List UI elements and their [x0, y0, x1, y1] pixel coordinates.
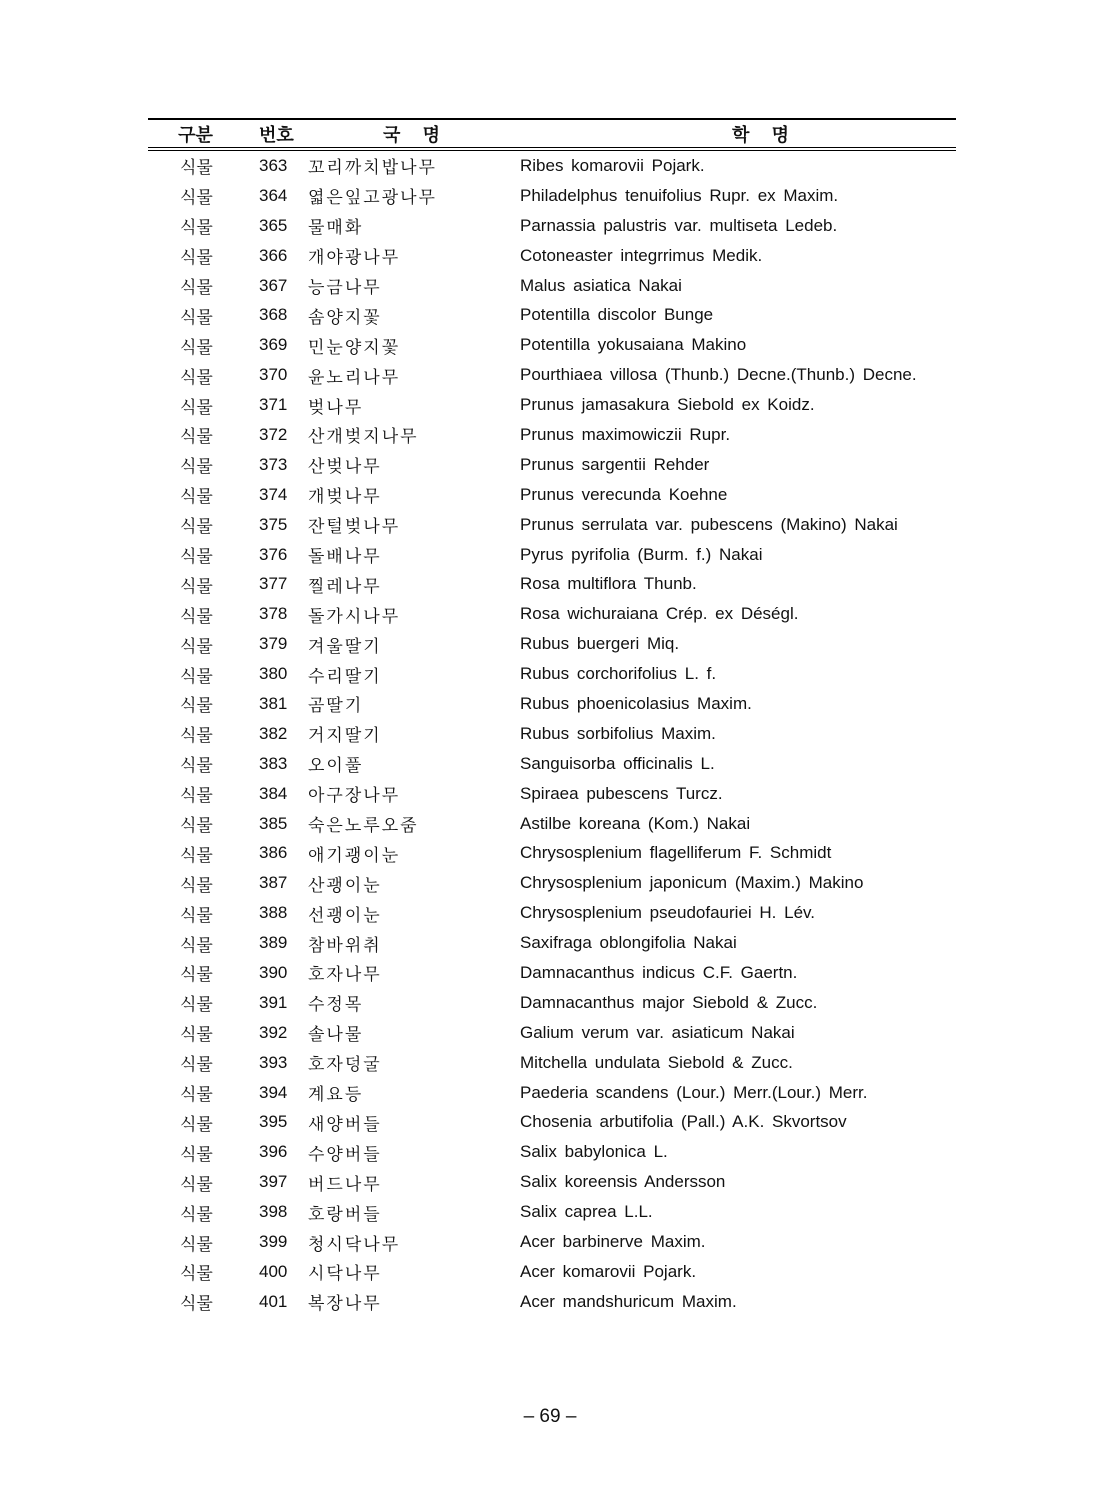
table-row [148, 1048, 956, 1078]
number-cell: 396 [259, 1142, 288, 1162]
category-cell: 식물 [180, 278, 213, 298]
table-row [148, 480, 956, 510]
table-row [148, 211, 956, 241]
number-cell: 368 [259, 305, 288, 325]
korean-name-cell: 수정목 [308, 995, 364, 1016]
korean-name-cell: 잔털벚나무 [308, 517, 401, 538]
table-row [148, 868, 956, 898]
korean-name-cell: 계요등 [308, 1085, 364, 1106]
table-row [148, 809, 956, 839]
number-cell: 392 [259, 1022, 288, 1042]
scientific-name-cell: Sanguisorba officinalis L. [520, 753, 715, 773]
korean-name-cell: 물매화 [308, 218, 364, 239]
header-category: 구분 [148, 119, 243, 149]
scientific-name-cell: Damnacanthus indicus C.F. Gaertn. [520, 962, 798, 982]
number-cell: 399 [259, 1232, 288, 1251]
number-cell: 370 [259, 365, 288, 385]
scientific-name-cell: Acer barbinerve Maxim. [520, 1232, 706, 1251]
scientific-name-cell: Prunus sargentii Rehder [520, 454, 710, 474]
category-cell: 식물 [180, 816, 213, 837]
category-cell: 식물 [180, 517, 213, 538]
number-cell: 365 [259, 215, 288, 235]
number-cell: 375 [259, 514, 288, 534]
table-row [148, 749, 956, 779]
number-cell: 374 [259, 484, 288, 504]
header-number: 번호 [243, 119, 308, 149]
number-cell: 395 [259, 1112, 288, 1132]
number-cell: 381 [259, 693, 288, 713]
korean-name-cell: 민눈양지꽃 [308, 337, 401, 358]
number-cell: 391 [259, 992, 288, 1012]
category-cell: 식물 [180, 875, 213, 896]
korean-name-cell: 참바위취 [308, 935, 382, 956]
category-cell: 식물 [180, 1204, 213, 1225]
species-table [148, 118, 956, 1317]
number-cell: 380 [259, 664, 288, 684]
scientific-name-cell: Prunus maximowiczii Rupr. [520, 424, 731, 444]
korean-name-cell: 산괭이눈 [308, 875, 382, 896]
category-cell: 식물 [180, 188, 213, 209]
scientific-name-cell: Prunus verecunda Koehne [520, 484, 728, 504]
table-row [148, 898, 956, 928]
scientific-name-cell: Malus asiatica Nakai [520, 275, 682, 295]
number-cell: 386 [259, 843, 288, 863]
number-cell: 401 [259, 1291, 288, 1311]
table-row [148, 1287, 956, 1317]
category-cell: 식물 [180, 576, 213, 597]
number-cell: 366 [259, 245, 288, 265]
scientific-name-cell: Philadelphus tenuifolius Rupr. ex Maxim. [520, 185, 839, 205]
table-row [148, 1167, 956, 1197]
scientific-name-cell: Acer komarovii Pojark. [520, 1261, 697, 1281]
category-cell: 식물 [180, 1144, 213, 1165]
category-cell: 식물 [180, 218, 213, 239]
scientific-name-cell: Astilbe koreana (Kom.) Nakai [520, 813, 751, 833]
korean-name-cell: 곰딸기 [308, 696, 364, 717]
korean-name-cell: 아구장나무 [308, 786, 401, 807]
number-cell: 385 [259, 813, 288, 833]
number-cell: 390 [259, 962, 288, 982]
number-cell: 379 [259, 634, 288, 654]
korean-name-cell: 개벚나무 [308, 487, 382, 508]
category-cell: 식물 [180, 935, 213, 956]
table-row [148, 779, 956, 809]
table-row [148, 390, 956, 420]
category-cell: 식물 [180, 786, 213, 807]
category-cell: 식물 [180, 1234, 213, 1255]
scientific-name-cell: Rubus phoenicolasius Maxim. [520, 693, 752, 713]
scientific-name-cell: Saxifraga oblongifolia Nakai [520, 933, 737, 953]
table-row [148, 149, 956, 181]
category-cell: 식물 [180, 1055, 213, 1076]
scientific-name-cell: Chrysosplenium flagelliferum F. Schmidt [520, 843, 832, 863]
scientific-name-cell: Rubus corchorifolius L. f. [520, 664, 717, 684]
table-row [148, 271, 956, 301]
number-cell: 393 [259, 1052, 288, 1072]
scientific-name-cell: Damnacanthus major Siebold & Zucc. [520, 992, 818, 1012]
header-scientific-name: 학 명 [520, 119, 956, 149]
table-row [148, 450, 956, 480]
category-cell: 식물 [180, 696, 213, 717]
category-cell: 식물 [180, 606, 213, 627]
scientific-name-cell: Salix caprea L.L. [520, 1202, 653, 1222]
category-cell: 식물 [180, 965, 213, 986]
korean-name-cell: 겨울딸기 [308, 636, 382, 657]
table-row [148, 689, 956, 719]
table-row [148, 510, 956, 540]
table-header [148, 119, 956, 149]
category-cell: 식물 [180, 158, 213, 179]
number-cell: 376 [259, 544, 288, 564]
table-row [148, 569, 956, 599]
table-body [148, 149, 956, 1317]
table-row [148, 838, 956, 868]
category-cell: 식물 [180, 845, 213, 866]
table-row [148, 360, 956, 390]
scientific-name-cell: Rubus buergeri Miq. [520, 634, 680, 654]
korean-name-cell: 산개벚지나무 [308, 427, 419, 448]
korean-name-cell: 호랑버들 [308, 1204, 382, 1225]
scientific-name-cell: Parnassia palustris var. multiseta Ledeb. [520, 215, 838, 235]
header-korean-name: 국 명 [308, 119, 520, 149]
scientific-name-cell: Acer mandshuricum Maxim. [520, 1291, 737, 1311]
number-cell: 373 [259, 454, 288, 474]
number-cell: 364 [259, 185, 288, 205]
scientific-name-cell: Rosa wichuraiana Crép. ex Déségl. [520, 604, 799, 624]
table-row [148, 958, 956, 988]
number-cell: 389 [259, 933, 288, 953]
number-cell: 363 [259, 155, 288, 175]
table-row [148, 1197, 956, 1227]
category-cell: 식물 [180, 666, 213, 687]
table-row [148, 988, 956, 1018]
table-row [148, 1018, 956, 1048]
korean-name-cell: 선괭이눈 [308, 905, 382, 926]
scientific-name-cell: Pyrus pyrifolia (Burm. f.) Nakai [520, 544, 763, 564]
number-cell: 377 [259, 574, 288, 594]
scientific-name-cell: Chrysosplenium pseudofauriei H. Lév. [520, 903, 815, 923]
table-row [148, 599, 956, 629]
korean-name-cell: 청시닥나무 [308, 1234, 401, 1255]
korean-name-cell: 솔나물 [308, 1025, 364, 1046]
table-row [148, 300, 956, 330]
korean-name-cell: 개야광나무 [308, 248, 401, 269]
category-cell: 식물 [180, 1174, 213, 1195]
category-cell: 식물 [180, 397, 213, 418]
number-cell: 378 [259, 604, 288, 624]
category-cell: 식물 [180, 905, 213, 926]
korean-name-cell: 호자덩굴 [308, 1055, 382, 1076]
table-row [148, 928, 956, 958]
table-row [148, 540, 956, 570]
scientific-name-cell: Salix koreensis Andersson [520, 1172, 726, 1192]
table-row [148, 629, 956, 659]
korean-name-cell: 능금나무 [308, 278, 382, 298]
category-cell: 식물 [180, 547, 213, 568]
korean-name-cell: 수리딸기 [308, 666, 382, 687]
korean-name-cell: 돌가시나무 [308, 606, 401, 627]
scientific-name-cell: Chosenia arbutifolia (Pall.) A.K. Skvortsov [520, 1112, 847, 1132]
category-cell: 식물 [180, 457, 213, 478]
scientific-name-cell: Salix babylonica L. [520, 1142, 668, 1162]
scientific-name-cell: Potentilla discolor Bunge [520, 305, 714, 325]
korean-name-cell: 새양버들 [308, 1114, 382, 1135]
korean-name-cell: 솜양지꽃 [308, 307, 382, 328]
table-row [148, 1108, 956, 1138]
number-cell: 387 [259, 873, 288, 893]
number-cell: 384 [259, 783, 288, 803]
korean-name-cell: 윤노리나무 [308, 367, 401, 388]
korean-name-cell: 찔레나무 [308, 576, 382, 597]
category-cell: 식물 [180, 307, 213, 328]
category-cell: 식물 [180, 367, 213, 388]
category-cell: 식물 [180, 248, 213, 269]
korean-name-cell: 거지딸기 [308, 726, 382, 747]
table-row [148, 181, 956, 211]
category-cell: 식물 [180, 1264, 213, 1285]
header-row [148, 119, 956, 149]
number-cell: 388 [259, 903, 288, 923]
korean-name-cell: 숙은노루오줌 [308, 816, 419, 837]
category-cell: 식물 [180, 636, 213, 657]
category-cell: 식물 [180, 995, 213, 1016]
category-cell: 식물 [180, 1025, 213, 1046]
category-cell: 식물 [180, 487, 213, 508]
scientific-name-cell: Prunus jamasakura Siebold ex Koidz. [520, 395, 815, 415]
category-cell: 식물 [180, 1114, 213, 1135]
korean-name-cell: 벚나무 [308, 397, 364, 418]
table-row [148, 719, 956, 749]
korean-name-cell: 애기괭이눈 [308, 845, 401, 866]
korean-name-cell: 꼬리까치밥나무 [308, 158, 437, 179]
scientific-name-cell: Rubus sorbifolius Maxim. [520, 723, 716, 743]
scientific-name-cell: Ribes komarovii Pojark. [520, 155, 705, 175]
number-cell: 400 [259, 1261, 288, 1281]
korean-name-cell: 호자나무 [308, 965, 382, 986]
scientific-name-cell: Pourthiaea villosa (Thunb.) Decne.(Thunb.) Decne. [520, 365, 917, 385]
korean-name-cell: 엷은잎고광나무 [308, 188, 437, 209]
korean-name-cell: 돌배나무 [308, 547, 382, 568]
page-number: – 69 – [523, 1406, 577, 1427]
table-row [148, 241, 956, 271]
korean-name-cell: 오이풀 [308, 756, 364, 777]
scientific-name-cell: Mitchella undulata Siebold & Zucc. [520, 1052, 793, 1072]
number-cell: 367 [259, 275, 288, 295]
korean-name-cell: 시닥나무 [308, 1264, 382, 1285]
number-cell: 383 [259, 753, 288, 773]
category-cell: 식물 [180, 1085, 213, 1106]
scientific-name-cell: Galium verum var. asiaticum Nakai [520, 1022, 795, 1042]
category-cell: 식물 [180, 726, 213, 747]
number-cell: 371 [259, 395, 288, 415]
scientific-name-cell: Potentilla yokusaiana Makino [520, 335, 747, 355]
category-cell: 식물 [180, 1294, 213, 1315]
category-cell: 식물 [180, 337, 213, 358]
korean-name-cell: 복장나무 [308, 1294, 382, 1315]
table-row [148, 1078, 956, 1108]
scientific-name-cell: Paederia scandens (Lour.) Merr.(Lour.) Merr. [520, 1082, 868, 1102]
table-row [148, 1137, 956, 1167]
table-row [148, 659, 956, 689]
number-cell: 372 [259, 424, 288, 444]
category-cell: 식물 [180, 756, 213, 777]
scientific-name-cell: Prunus serrulata var. pubescens (Makino) Nakai [520, 514, 898, 534]
category-cell: 식물 [180, 427, 213, 448]
number-cell: 369 [259, 335, 288, 355]
korean-name-cell: 산벚나무 [308, 457, 382, 478]
korean-name-cell: 수양버들 [308, 1144, 382, 1165]
number-cell: 397 [259, 1172, 288, 1192]
number-cell: 394 [259, 1082, 288, 1102]
table-row [148, 1257, 956, 1287]
number-cell: 398 [259, 1202, 288, 1222]
number-cell: 382 [259, 723, 288, 743]
scientific-name-cell: Spiraea pubescens Turcz. [520, 783, 723, 803]
scientific-name-cell: Cotoneaster integrrimus Medik. [520, 245, 763, 265]
table-row [148, 420, 956, 450]
table-row [148, 1227, 956, 1257]
table-row [148, 330, 956, 360]
korean-name-cell: 버드나무 [308, 1174, 382, 1195]
scientific-name-cell: Chrysosplenium japonicum (Maxim.) Makino [520, 873, 864, 893]
scientific-name-cell: Rosa multiflora Thunb. [520, 574, 697, 594]
